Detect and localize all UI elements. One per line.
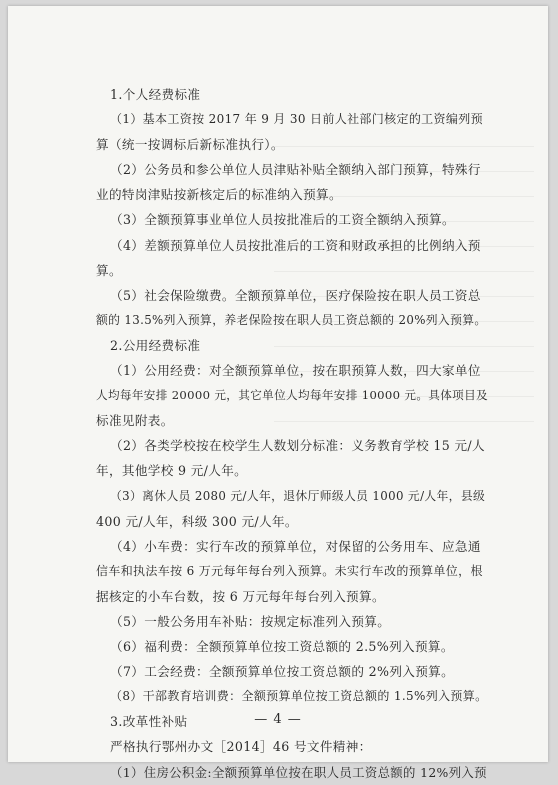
text-line: （1）住房公积金:全额预算单位按在职人员工资总额的 12%列入预 [110,764,487,780]
text-line: 标准见附表。 [96,413,174,429]
text-line: 年，其他学校 9 元/人年。 [96,463,248,479]
text-line: 信车和执法车按 6 万元每年每台列入预算。未实行车改的预算单位，根 [96,563,483,578]
text-line: （8）干部教育培训费：全额预算单位按工资总额的 1.5%列入预算。 [110,689,488,704]
text-line: （5）社会保险缴费。全额预算单位，医疗保险按在职人员工资总 [110,287,481,303]
text-line: 算（统一按调标后新标准执行）。 [96,137,284,153]
text-line: 据核定的小车台数，按 6 万元每年每台列入预算。 [96,588,385,604]
text-line: （2）各类学校按在校学生人数划分标准：义务教育学校 15 元/人 [110,438,485,454]
section-heading: 2.公用经费标准 [110,337,201,353]
text-line: 人均每年安排 20000 元，其它单位人均每年安排 10000 元。具体项目及 [96,388,488,403]
text-line: （4）小车费：实行车改的预算单位，对保留的公务用车、应急通 [110,538,481,554]
text-line: （4）差额预算单位人员按批准后的工资和财政承担的比例纳入预 [110,237,481,253]
text-line: 400 元/人年，科级 300 元/人年。 [96,513,298,529]
document-page [8,6,548,780]
text-line: （1）公用经费：对全额预算单位，按在职预算人数，四大家单位 [110,363,481,379]
text-line: 业的特岗津贴按新核定后的标准纳入预算。 [96,187,342,203]
text-line: 算。 [96,262,122,278]
text-line: 严格执行鄂州办文［2014］46 号文件精神： [110,739,372,755]
text-line: （6）福利费：全额预算单位按工资总额的 2.5%列入预算。 [110,639,454,655]
text-line: （3）离休人员 2080 元/人年，退休厅师级人员 1000 元/人年，县级 [110,488,486,503]
text-line: 额的 13.5%列入预算，养老保险按在职人员工资总额的 20%列入预算。 [96,312,487,327]
section-heading: 1.个人经费标准 [110,87,201,102]
section-heading: 3.改革性补贴 [110,714,188,730]
text-line: （7）工会经费：全额预算单位按工资总额的 2%列入预算。 [110,664,455,680]
text-line: （3）全额预算事业单位人员按批准后的工资全额纳入预算。 [110,212,455,228]
text-line: （5）一般公务用车补贴：按规定标准列入预算。 [110,613,391,629]
text-line: （1）基本工资按 2017 年 9 月 30 日前人社部门核定的工资编列预 [110,112,483,127]
page-number: — 4 — [254,712,302,727]
document-body [96,82,488,785]
text-line: （2）公务员和参公单位人员津贴补贴全额纳入部门预算，特殊行 [110,162,481,178]
